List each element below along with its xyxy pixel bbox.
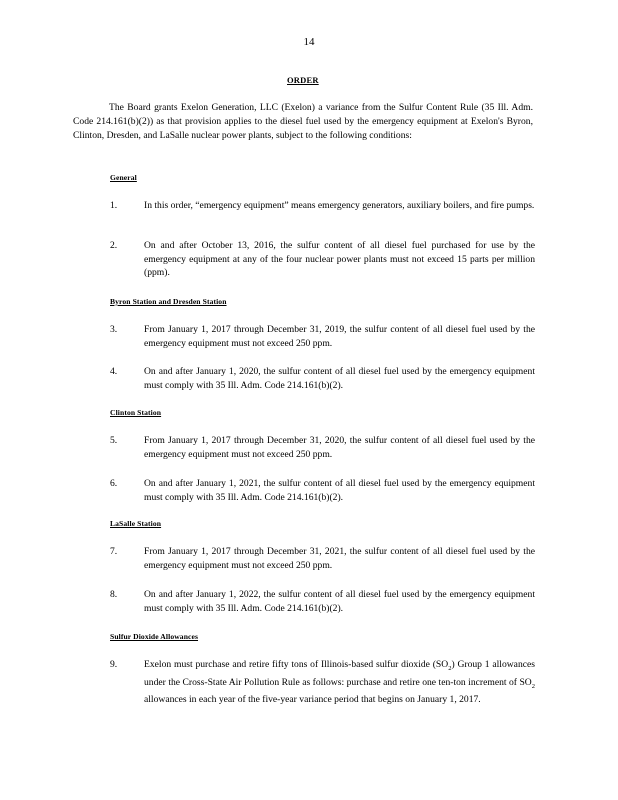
condition-item-5 [110,434,535,461]
page-number: 14 [303,36,315,48]
condition-text [144,658,535,707]
condition-text: On and after January 1, 2022, the sulfur content of all diesel fuel used by the emergency equipment must comply with 35 Ill. Adm. Code 214.161(b)(2). [144,589,535,614]
condition-number: 6. [110,478,118,489]
condition-number: 1. [110,200,118,211]
condition-number: 2. [110,240,118,251]
condition-text-part: Exelon must purchase and retire fifty tons of Illinois-based sulfur dioxide (SO [144,659,449,670]
section-heading-clinton: Clinton Station [110,408,162,417]
subscript-2: 2 [531,682,535,690]
condition-item-9 [110,658,535,707]
condition-text: In this order, “emergency equipment” means emergency generators, auxiliary boilers, and fire pumps. [144,200,535,211]
condition-number: 3. [110,324,118,335]
condition-text: From January 1, 2017 through December 31, 2020, the sulfur content of all diesel fuel used by the emergency equipment must not exceed 250 ppm. [144,435,535,460]
condition-text-part: allowances in each year of the five-year variance period that begins on January 1, 2017. [144,694,481,705]
condition-item-1 [110,199,535,213]
condition-number: 9. [110,659,118,670]
condition-text: On and after January 1, 2021, the sulfur content of all diesel fuel used by the emergency equipment must comply with 35 Ill. Adm. Code 214.161(b)(2). [144,478,535,503]
condition-number: 5. [110,435,118,446]
condition-number: 8. [110,589,118,600]
condition-item-2 [110,239,535,280]
condition-item-8 [110,588,535,615]
condition-text: On and after January 1, 2020, the sulfur content of all diesel fuel used by the emergency equipment must comply with 35 Ill. Adm. Code 214.161(b)(2). [144,366,535,391]
section-heading-general: General [110,173,137,182]
order-title: ORDER [287,75,319,85]
subscript-2: 2 [448,664,452,672]
section-heading-lasalle: LaSalle Station [110,519,162,528]
condition-item-3 [110,323,535,350]
condition-number: 7. [110,546,118,557]
condition-text: From January 1, 2017 through December 31, 2021, the sulfur content of all diesel fuel used by the emergency equipment must not exceed 250 ppm. [144,546,535,571]
intro-paragraph: The Board grants Exelon Generation, LLC (Exelon) a variance from the Sulfur Content Rule (35 Ill. Adm. Code 214.161(b)(2)) as that provision applies to the diesel fuel used by the emergency equipment at Exelon's Byron, Clinton, Dresden, and LaSalle nuclear power plants, subject to the following conditions: [73,102,533,141]
condition-number: 4. [110,366,118,377]
condition-text: On and after October 13, 2016, the sulfur content of all diesel fuel purchased for use by the emergency equipment at any of the four nuclear power plants must not exceed 15 parts per million (ppm). [144,240,535,279]
condition-item-6 [110,477,535,504]
condition-text: From January 1, 2017 through December 31, 2019, the sulfur content of all diesel fuel used by the emergency equipment must not exceed 250 ppm. [144,324,535,349]
section-heading-so2-allowances: Sulfur Dioxide Allowances [110,632,199,641]
section-heading-byron-dresden: Byron Station and Dresden Station [110,297,227,306]
condition-text-part: ) Group 1 allowances under the Cross-State Air Pollution Rule as follows: purchase and retire one ten-ton increment of SO [144,659,535,688]
condition-item-7 [110,545,535,572]
condition-item-4 [110,365,535,392]
